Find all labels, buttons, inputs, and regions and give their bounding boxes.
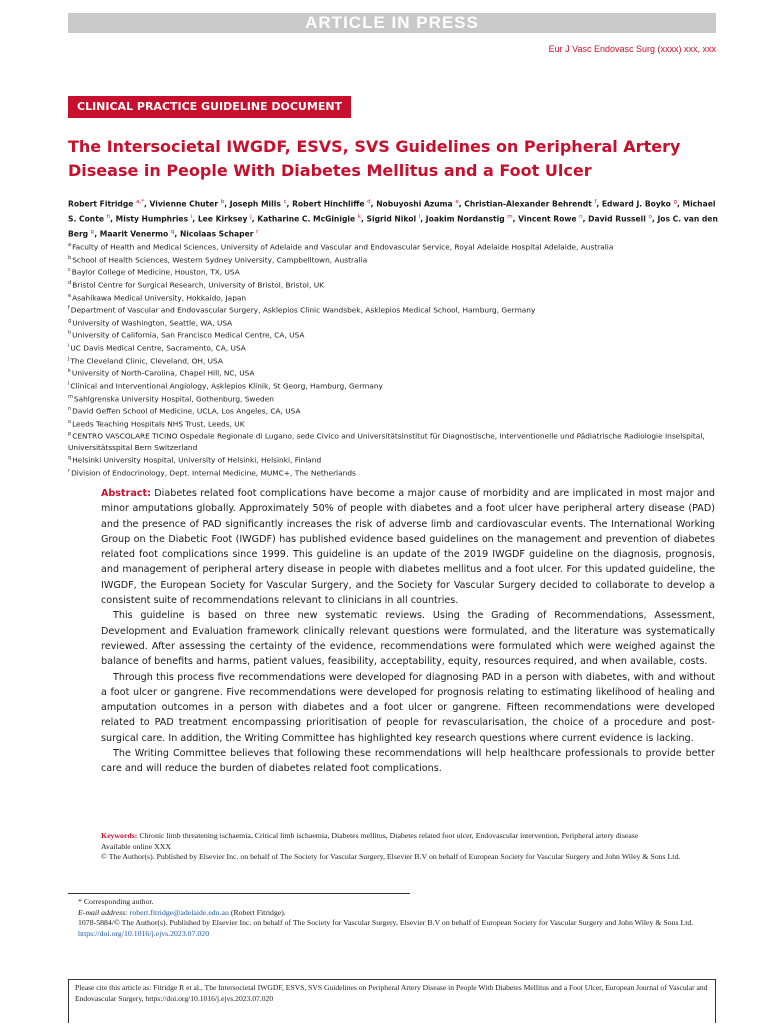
email-link[interactable]: robert.fitridge@adelaide.edu.au [129, 907, 229, 917]
affiliation-text: UC Davis Medical Centre, Sacramento, CA, USA [70, 343, 246, 353]
doi-link[interactable]: https://doi.org/10.1016/j.ejvs.2023.07.020 [78, 929, 210, 939]
affiliation-text: Asahikawa Medical University, Hokkaido, Japan [72, 292, 247, 302]
affiliation-mark: f [68, 305, 70, 312]
author-affiliation-mark: c [283, 199, 287, 205]
author-affiliation-mark: j [250, 213, 252, 220]
affiliation-text: Sahlgrenska University Hospital, Gothenburg, Sweden [73, 393, 274, 403]
affiliation-item [68, 303, 728, 316]
author-name: Jos C. van den Berg [68, 214, 718, 239]
affiliation-text: Leeds Teaching Hospitals NHS Trust, Leeds, UK [72, 419, 245, 429]
affiliation-item [68, 253, 728, 266]
affiliation-mark: a [68, 242, 72, 248]
author-affiliation-mark: i [190, 213, 193, 220]
affiliation-text: University of Washington, Seattle, WA, USA [72, 318, 233, 328]
affiliation-item [68, 265, 728, 278]
affiliation-mark: p [68, 431, 72, 438]
author-affiliation-mark: q [170, 228, 175, 235]
affiliation-mark: n [68, 406, 72, 413]
affiliation-mark: q [68, 455, 72, 462]
abstract-label: Abstract: [101, 488, 151, 499]
author-name: Nicolaas Schaper [179, 229, 257, 239]
available-online: Available online XXX [101, 841, 172, 851]
affiliation-text: University of California, San Francisco Medical Centre, CA, USA [72, 330, 305, 340]
email-name: (Robert Fitridge). [230, 907, 286, 917]
author-affiliation-mark: k [357, 213, 361, 220]
affiliation-mark: c [68, 267, 71, 274]
affiliation-item [68, 316, 728, 329]
affiliation-text: David Geffen School of Medicine, UCLA, Los Angeles, CA, USA [72, 406, 301, 416]
affiliation-list [68, 240, 728, 478]
author-name: Nobuyoshi Azuma [376, 199, 456, 209]
journal-reference: Eur J Vasc Endovasc Surg (xxxx) xxx, xxx [548, 44, 716, 54]
affiliation-item [68, 392, 728, 405]
affiliation-mark: h [68, 330, 72, 337]
affiliation-item [68, 366, 728, 379]
affiliation-item [68, 240, 728, 253]
affiliation-item [68, 429, 728, 453]
affiliation-mark: e [68, 292, 72, 299]
email-line [68, 908, 718, 919]
footnote-divider [68, 893, 410, 894]
copyright-notice: © The Author(s). Published by Elsevier Inc. on behalf of The Society for Vascular Surgery, Elsevier B.V on behalf of European Society for Vascular Surgery and John Wiley & Sons Ltd. [101, 852, 681, 861]
affiliation-mark: l [68, 380, 70, 387]
keywords-text: Chronic limb threatening ischaemia, Critical limb ischaemia, Diabetes mellitus, Diabetes related foot ulcer, Endovascular intervention, Peripheral artery disease [139, 831, 639, 840]
document-type-label: CLINICAL PRACTICE GUIDELINE DOCUMENT [68, 96, 351, 118]
corresponding-author-note: * Corresponding author. [78, 897, 154, 906]
author-affiliation-mark: n [579, 213, 583, 220]
affiliation-item [68, 417, 728, 430]
abstract-paragraph-2: This guideline is based on three new systematic reviews. Using the Grading of Recommendations, Assessment, Development and Evaluation framework clinically relevant questions were formulated, and the literature was systematically reviewed. After assessing the certainty of the evidence, recommendations were formulated which were weighed against the balance of benefits and harms, patient values, feasibility, acceptability, equity, resources required, and when available, costs. [101, 610, 715, 668]
author-affiliation-mark: r [256, 228, 259, 235]
author-name: David Russell [588, 214, 649, 224]
keywords-block [101, 831, 711, 863]
affiliation-item [68, 291, 728, 304]
author-affiliation-mark: g [673, 199, 677, 205]
affiliation-mark: d [68, 279, 72, 286]
affiliation-item [68, 466, 728, 479]
affiliation-text: Bristol Centre for Surgical Research, University of Bristol, Bristol, UK [72, 280, 324, 290]
affiliation-item [68, 328, 728, 341]
affiliation-text: Helsinki University Hospital, University of Helsinki, Helsinki, Finland [72, 455, 322, 465]
affiliation-item [68, 453, 728, 466]
author-name: Michael S. Conte [68, 199, 716, 224]
affiliation-mark: k [68, 368, 71, 375]
author-affiliation-mark: m [507, 213, 513, 220]
affiliation-mark: i [68, 343, 70, 349]
author-affiliation-mark: b [220, 199, 225, 205]
affiliation-text: Faculty of Health and Medical Sciences, University of Adelaide and Vascular and Endovascular Service, Royal Adelaide Hospital Adelaide, Australia [72, 242, 614, 252]
keywords-label: Keywords: [101, 831, 138, 840]
affiliation-text: Baylor College of Medicine, Houston, TX, USA [71, 267, 240, 277]
author-affiliation-mark: d [367, 199, 371, 205]
affiliation-item [68, 404, 728, 417]
affiliation-text: Clinical and Interventional Angiology, Asklepios Klinik, St Georg, Hamburg, Germany [70, 381, 383, 391]
author-affiliation-mark: f [594, 199, 597, 205]
abstract [101, 486, 715, 777]
email-label: E-mail address: [78, 907, 128, 917]
affiliation-mark: b [68, 254, 72, 261]
affiliation-text: University of North-Carolina, Chapel Hill, NC, USA [71, 368, 255, 378]
affiliation-item [68, 278, 728, 291]
author-name: Katharine C. McGinigle [257, 214, 358, 224]
article-in-press-banner: ARTICLE IN PRESS [68, 13, 716, 33]
author-list: Robert Fitridge $^{a,*}$, Vivienne Chuter $^b$, Joseph Mills $^c$, Robert Hinchliffe $^d$, Nobuyoshi Azuma $^e$, Christian-Alexander Behrendt $^f$, Edward J. Boyko $^g$, Michael S. Conte $^h$, Misty Humphries $^i$, Lee Kirksey $^j$, Katharine C. McGinigle $^k$, Sigrid Nikol $^l$, Joakim Nordanstig $^m$, Vincent Rowe $^n$, David Russell $^o$, Jos C. van den Berg $^p$, Maarit Venermo $^q$, Nicolaas Schaper $^r$ [68, 199, 718, 239]
author-affiliation-mark: o [648, 213, 652, 220]
affiliation-item [68, 379, 728, 392]
affiliation-mark: r [68, 467, 71, 474]
affiliation-text: The Cleveland Clinic, Cleveland, OH, USA [70, 356, 223, 366]
affiliation-mark: m [68, 393, 73, 400]
author-affiliation-mark: l [418, 213, 421, 220]
citation-box [68, 979, 716, 1023]
affiliation-text: Department of Vascular and Endovascular Surgery, Asklepios Clinic Wandsbek, Asklepios Medical School, Hamburg, Germany [70, 305, 536, 315]
author-name: Edward J. Boyko [601, 199, 674, 209]
affiliation-item [68, 354, 728, 367]
author-name: Vincent Rowe [518, 214, 580, 224]
author-name: Vivienne Chuter [149, 199, 221, 209]
author-name: Robert Hinchliffe [292, 199, 368, 209]
affiliation-item [68, 341, 728, 354]
author-name: Sigrid Nikol [366, 214, 419, 224]
affiliation-text: Division of Endocrinology, Dept. Internal Medicine, MUMC+, The Netherlands [71, 468, 356, 478]
affiliation-text: School of Health Sciences, Western Sydney University, Campbelltown, Australia [72, 255, 368, 265]
author-name: Robert Fitridge [68, 199, 137, 209]
affiliation-mark: g [68, 317, 72, 324]
author-name: Joseph Mills [229, 199, 284, 209]
affiliation-text: CENTRO VASCOLARE TICINO Ospedale Regionale di Lugano, sede Civico and Universitätsinstitut für Diagnostische, Interventionelle und Pädiatrische Radiologie Inselspital, Universitätsspital Bern Switzerland [68, 431, 705, 452]
affiliation-mark: o [68, 418, 72, 425]
affiliation-mark: j [68, 355, 70, 362]
abstract-paragraph-1: Diabetes related foot complications have become a major cause of morbidity and are implicated in most major and minor amputations globally. Approximately 50% of people with diabetes and a foot ulcer have peripheral artery disease (PAD) and the presence of PAD significantly increases the risk of adverse limb and cardiovascular events. The International Working Group on the Diabetic Foot (IWGDF) has published evidence based guidelines on the management and prevention of diabetes related foot complications since 1999. This guideline is an update of the 2019 IWGDF guideline on the diagnosis, prognosis, and management of peripheral artery disease in people with diabetes mellitus and a foot ulcer. For this updated guideline, the IWGDF, the European Society for Vascular Surgery, and the Society for Vascular Surgery decided to collaborate to develop a consistent suite of recommendations relevant to clinicians in all countries. [101, 488, 715, 607]
author-affiliation-mark: h [106, 213, 111, 220]
article-title: The Intersocietal IWGDF, ESVS, SVS Guidelines on Peripheral Artery Disease in People With Diabetes Mellitus and a Foot Ulcer [68, 137, 681, 180]
author-name: Christian-Alexander Behrendt [464, 199, 595, 209]
author-name: Lee Kirksey [197, 214, 251, 224]
author-name: Misty Humphries [115, 214, 191, 224]
author-name: Joakim Nordanstig [425, 214, 508, 224]
footnotes [68, 897, 718, 940]
author-affiliation-mark: a,* [136, 199, 144, 205]
abstract-paragraph-4: The Writing Committee believes that following these recommendations will help healthcare professionals to provide better care and will reduce the burden of diabetes related foot complications. [101, 748, 715, 775]
author-name: Maarit Venermo [99, 229, 171, 239]
author-affiliation-mark: p [90, 228, 95, 235]
abstract-paragraph-3: Through this process five recommendations were developed for diagnosing PAD in a person with diabetes, with and without a foot ulcer or gangrene. Five recommendations were developed for prognosis relating to estimating likelihood of healing and amputation outcomes in a person with diabetes and a foot ulcer or gangrene. Fifteen recommendations were developed related to PAD treatment encompassing prioritisation of people for revascularisation, the choice of a procedure and post-surgical care. In addition, the Writing Committee has highlighted key research questions where current evidence is lacking. [101, 671, 715, 744]
author-affiliation-mark: e [455, 199, 459, 205]
issn-copyright: 1078-5884/© The Author(s). Published by Elsevier Inc. on behalf of The Society for Vascular Surgery, Elsevier B.V on behalf of European Society for Vascular Surgery and John Wiley & Sons Ltd. [78, 918, 694, 928]
citation-text: Please cite this article as: Fitridge R et al., The Intersocietal IWGDF, ESVS, SVS Guidelines on Peripheral Artery Disease in People With Diabetes Mellitus and a Foot Ulcer, European Journal of Vascular and Endovascular Surgery, https://doi.org/10.1016/j.ejvs.2023.07.020 [75, 983, 708, 1003]
